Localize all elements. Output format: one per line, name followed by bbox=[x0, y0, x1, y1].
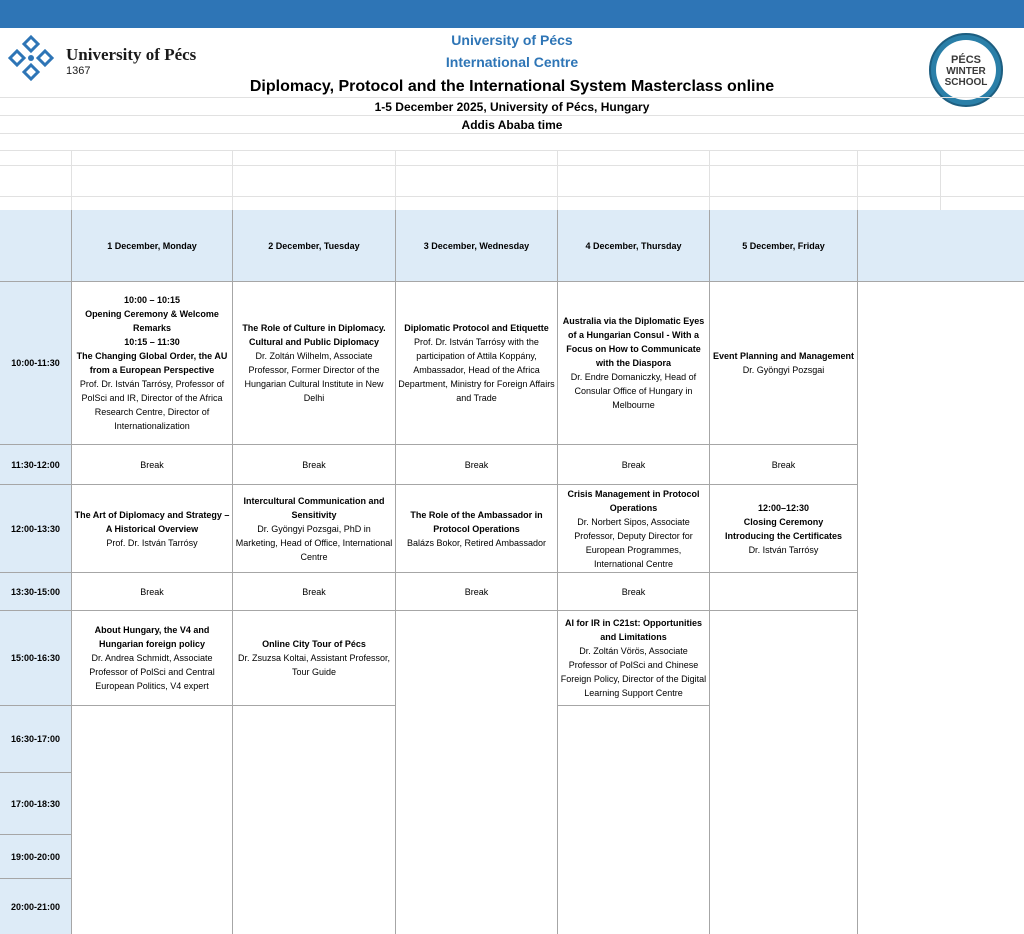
gridline bbox=[0, 196, 1024, 197]
badge-line-3: SCHOOL bbox=[944, 77, 988, 88]
corner-cell bbox=[0, 210, 72, 282]
session-thu-3 bbox=[558, 611, 710, 706]
day-header-thu: 4 December, Thursday bbox=[558, 210, 710, 282]
session-title: The Role of the Ambassador in Protocol Operations bbox=[410, 509, 543, 534]
session-title: Online City Tour of Pécs bbox=[262, 639, 366, 649]
empty-block bbox=[558, 706, 710, 934]
session-mon-1 bbox=[72, 282, 233, 445]
empty-block bbox=[710, 611, 858, 934]
session-speaker: Dr. Zoltán Wilhelm, Associate Professor, Former Director of the Hungarian Cultural Institute in New Delhi bbox=[244, 351, 384, 403]
gridline bbox=[0, 150, 1024, 151]
session-title: Opening Ceremony & Welcome Remarks bbox=[85, 309, 219, 333]
session-wed-2 bbox=[396, 485, 558, 573]
session-speaker: Prof. Dr. István Tarrósy bbox=[106, 537, 198, 548]
session-thu-1 bbox=[558, 282, 710, 445]
session-title: About Hungary, the V4 and Hungarian foreign policy bbox=[94, 625, 210, 649]
badge-line-1: PÉCS bbox=[951, 54, 981, 66]
day-header-mon: 1 December, Monday bbox=[72, 210, 233, 282]
header-centre: International Centre bbox=[445, 54, 579, 70]
day-header-wed: 3 December, Wednesday bbox=[396, 210, 558, 282]
session-speaker: Dr. Zsuzsa Koltai, Assistant Professor, Tour Guide bbox=[237, 653, 391, 677]
break-cell: Break bbox=[396, 445, 558, 485]
session-speaker: Dr. Norbert Sipos, Associate Professor, Deputy Director for European Programmes, International Centre bbox=[574, 516, 693, 569]
session-title: Intercultural Communication and Sensitivity bbox=[243, 495, 385, 520]
day-header-fri: 5 December, Friday bbox=[710, 210, 858, 282]
break-cell: Break bbox=[72, 573, 233, 611]
session-time: 10:00 – 10:15 bbox=[123, 295, 181, 305]
gridline bbox=[0, 133, 1024, 134]
gridline bbox=[857, 150, 858, 210]
session-title: The Role of Culture in Diplomacy. Cultural and Public Diplomacy bbox=[242, 323, 386, 347]
session-title: Diplomatic Protocol and Etiquette bbox=[404, 323, 549, 333]
gridline bbox=[940, 150, 941, 210]
gridline bbox=[71, 150, 72, 210]
event-dates: 1-5 December 2025, University of Pécs, Hungary bbox=[374, 100, 650, 114]
time-slot: 19:00-20:00 bbox=[0, 835, 72, 879]
time-slot: 20:00-21:00 bbox=[0, 879, 72, 934]
session-title: Introducing the Certificates bbox=[724, 530, 842, 541]
session-speaker: Dr. Endre Domaniczky, Head of Consular Office of Hungary in Melbourne bbox=[570, 372, 697, 410]
session-tue-2 bbox=[233, 485, 396, 573]
session-title: AI for IR in C21st: Opportunities and Limitations bbox=[564, 618, 702, 642]
session-tue-3 bbox=[233, 611, 396, 706]
session-speaker: Balázs Bokor, Retired Ambassador bbox=[406, 537, 547, 548]
session-speaker: Dr. Andrea Schmidt, Associate Professor of PolSci and Central European Politics, V4 expert bbox=[89, 653, 215, 691]
empty-block bbox=[72, 706, 233, 934]
day-header-empty bbox=[858, 210, 1024, 282]
time-slot: 12:00-13:30 bbox=[0, 485, 72, 573]
timezone-note: Addis Ababa time bbox=[461, 118, 563, 132]
time-slot: 15:00-16:30 bbox=[0, 611, 72, 706]
session-speaker: Dr. Gyöngyi Pozsgai bbox=[742, 365, 825, 375]
empty-block bbox=[710, 573, 858, 611]
session-speaker: Dr. Gyöngyi Pozsgai, PhD in Marketing, Head of Office, International Centre bbox=[235, 523, 393, 562]
break-cell: Break bbox=[72, 445, 233, 485]
break-cell: Break bbox=[558, 573, 710, 611]
session-mon-2 bbox=[72, 485, 233, 573]
top-color-bar bbox=[0, 0, 1024, 28]
break-cell: Break bbox=[233, 445, 396, 485]
gridline bbox=[0, 115, 1024, 116]
session-title: Crisis Management in Protocol Operations bbox=[567, 488, 700, 513]
logo-year: 1367 bbox=[66, 65, 91, 77]
session-title: Closing Ceremony bbox=[743, 516, 824, 527]
session-title: The Art of Diplomacy and Strategy – A Historical Overview bbox=[74, 509, 230, 534]
gridline bbox=[709, 150, 710, 210]
badge-line-2: WINTER bbox=[946, 66, 986, 77]
session-fri-1 bbox=[710, 282, 858, 445]
gridline bbox=[232, 150, 233, 210]
break-cell: Break bbox=[558, 445, 710, 485]
break-cell: Break bbox=[233, 573, 396, 611]
session-time: 10:15 – 11:30 bbox=[124, 337, 180, 347]
session-time: 12:00–12:30 bbox=[757, 502, 810, 513]
gridline bbox=[395, 150, 396, 210]
time-slot: 11:30-12:00 bbox=[0, 445, 72, 485]
session-thu-2 bbox=[558, 485, 710, 573]
time-slot: 13:30-15:00 bbox=[0, 573, 72, 611]
session-wed-1 bbox=[396, 282, 558, 445]
session-speaker: Prof. Dr. István Tarrósy, Professor of PolSci and IR, Director of the Africa Research Centre, Director of Internationalization bbox=[79, 379, 225, 431]
time-slot: 16:30-17:00 bbox=[0, 706, 72, 773]
logo-name: University of Pécs bbox=[66, 45, 197, 64]
time-slot: 10:00-11:30 bbox=[0, 282, 72, 445]
empty-block bbox=[396, 611, 558, 934]
session-tue-1 bbox=[233, 282, 396, 445]
session-speaker: Dr. Zoltán Vörös, Associate Professor of PolSci and Chinese Foreign Policy, Director of the Digital Learning Support Centre bbox=[560, 646, 707, 698]
header-university: University of Pécs bbox=[451, 32, 573, 48]
session-title: Australia via the Diplomatic Eyes of a Hungarian Consul - With a Focus on How to Communicate with the Diaspora bbox=[562, 316, 705, 368]
gridline bbox=[0, 97, 1024, 98]
empty-block bbox=[233, 706, 396, 934]
session-speaker: Dr. István Tarrósy bbox=[748, 544, 819, 555]
session-speaker: Prof. Dr. István Tarrósy with the participation of Attila Koppány, Ambassador, Head of the Africa Department, Ministry for Foreign Affairs and Trade bbox=[398, 337, 555, 403]
day-header-tue: 2 December, Tuesday bbox=[233, 210, 396, 282]
gridline bbox=[557, 150, 558, 210]
gridline bbox=[0, 165, 1024, 166]
time-slot: 17:00-18:30 bbox=[0, 773, 72, 835]
break-cell: Break bbox=[710, 445, 858, 485]
session-mon-3 bbox=[72, 611, 233, 706]
winter-school-badge bbox=[929, 33, 1003, 107]
page-title: Diplomacy, Protocol and the International System Masterclass online bbox=[249, 78, 775, 95]
session-fri-2 bbox=[710, 485, 858, 573]
break-cell: Break bbox=[396, 573, 558, 611]
session-title: Event Planning and Management bbox=[712, 351, 855, 361]
session-title: The Changing Global Order, the AU from a European Perspective bbox=[76, 351, 228, 375]
